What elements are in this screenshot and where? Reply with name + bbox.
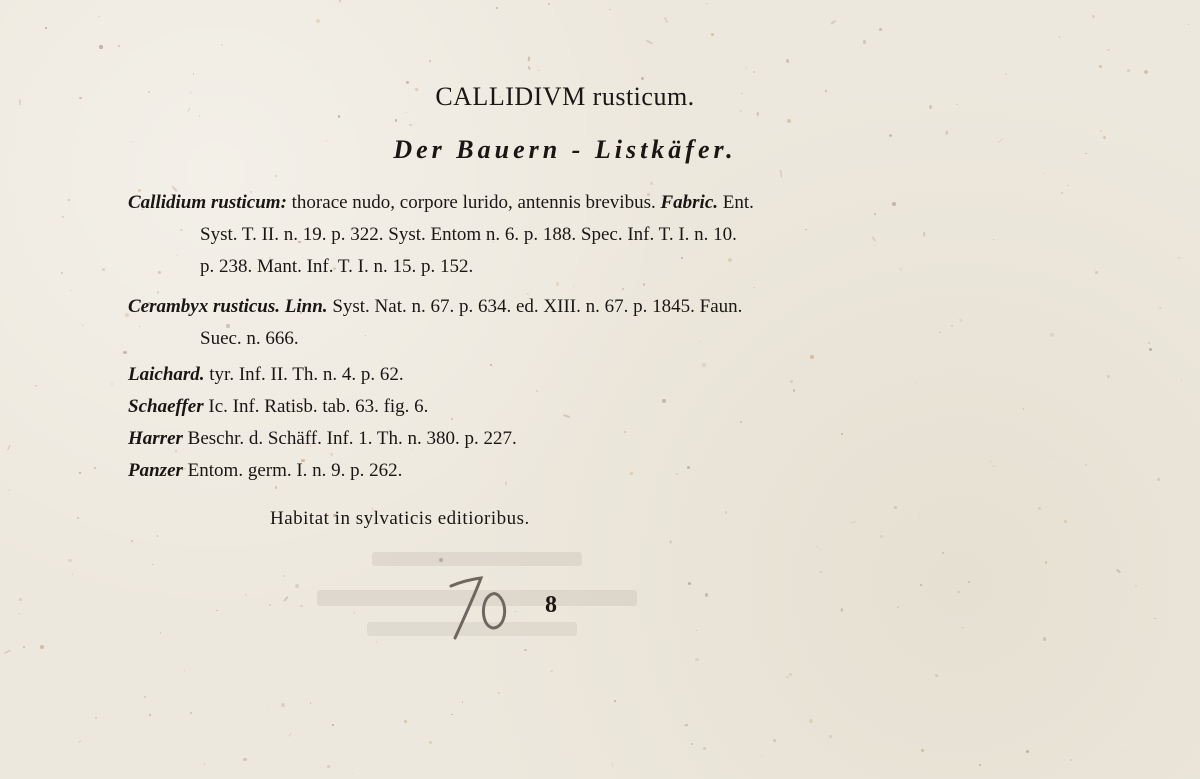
page-title: CALLIDIVM rusticum. <box>435 82 695 111</box>
taxon-name: Callidium rusticum: <box>128 192 287 213</box>
pencil-annotation <box>445 572 515 644</box>
paper-fleck <box>18 613 19 614</box>
entry-continuation: p. 238. Mant. Inf. T. I. n. 15. p. 152. <box>200 256 474 277</box>
paper-fleck <box>1107 375 1110 378</box>
paper-fleck <box>409 124 412 127</box>
paper-fleck <box>757 112 759 116</box>
paper-fleck <box>621 185 622 186</box>
paper-fleck <box>352 773 354 775</box>
paper-fleck <box>190 712 192 714</box>
paper-fleck <box>670 541 672 544</box>
paper-fleck <box>339 0 341 2</box>
paper-fleck <box>841 608 843 612</box>
paper-fleck <box>935 674 938 677</box>
paper-fleck <box>1099 65 1102 68</box>
paper-fleck <box>683 723 688 727</box>
paper-fleck <box>1149 348 1152 351</box>
paper-fleck <box>95 717 97 719</box>
paper-fleck <box>1085 464 1087 466</box>
paper-fleck <box>815 546 820 550</box>
paper-fleck <box>404 720 407 723</box>
paper-fleck <box>810 355 814 359</box>
paper-fleck <box>118 45 120 47</box>
paper-fleck <box>753 71 755 73</box>
paper-fleck <box>809 719 813 723</box>
paper-fleck <box>144 696 146 698</box>
paper-fleck <box>451 714 452 715</box>
paper-fleck <box>1050 456 1051 457</box>
paper-fleck <box>1154 618 1155 619</box>
paper-fleck <box>779 170 781 178</box>
paper-fleck <box>99 45 102 48</box>
paper-fleck <box>1095 271 1098 274</box>
paper-fleck <box>199 115 201 117</box>
paper-fleck <box>300 605 302 607</box>
paper-fleck <box>243 758 246 761</box>
paper-fleck <box>550 670 552 672</box>
paper-fleck <box>216 610 217 611</box>
paper-fleck <box>968 581 970 583</box>
paper-fleck <box>62 216 64 218</box>
paper-fleck <box>111 383 113 385</box>
paper-fleck <box>753 287 754 288</box>
paper-fleck <box>327 765 330 768</box>
paper-fleck <box>786 59 789 62</box>
paper-fleck <box>204 763 206 765</box>
paper-fleck <box>919 514 920 515</box>
paper-fleck <box>35 385 37 387</box>
paper-fleck <box>641 77 644 80</box>
paper-fleck <box>1067 185 1068 186</box>
paper-fleck <box>820 571 822 573</box>
paper-fleck <box>1005 73 1007 75</box>
paper-fleck <box>1064 520 1067 523</box>
author-name: Laichard. <box>128 364 205 385</box>
synonym-entry <box>128 455 1028 487</box>
paper-fleck <box>946 130 948 134</box>
paper-fleck <box>879 28 882 31</box>
paper-fleck <box>1157 478 1160 481</box>
paper-fleck <box>1050 333 1054 337</box>
paper-fleck <box>548 3 550 5</box>
paper-fleck <box>1148 342 1150 344</box>
paper-fleck <box>1026 750 1029 753</box>
paper-fleck <box>979 764 981 766</box>
paper-fleck <box>269 604 271 606</box>
paper-fleck <box>958 591 960 593</box>
author-name: Linn. <box>284 296 328 317</box>
paper-fleck <box>646 39 653 44</box>
paper-fleck <box>70 290 71 291</box>
paper-fleck <box>1116 569 1121 573</box>
paper-fleck <box>149 714 151 716</box>
paper-fleck <box>395 119 398 122</box>
paper-fleck <box>1107 49 1109 51</box>
paper-fleck <box>332 724 334 726</box>
paper-fleck <box>496 7 498 9</box>
paper-fleck <box>921 749 924 752</box>
paper-fleck <box>7 445 10 451</box>
paper-fleck <box>1061 192 1064 195</box>
paper-fleck <box>81 324 84 326</box>
paper-fleck <box>863 40 867 44</box>
paper-fleck <box>267 706 268 707</box>
synonym-entry <box>128 359 1028 391</box>
habitat-note: Habitat in sylvaticis editioribus. <box>270 508 530 529</box>
entry-continuation: Syst. T. II. n. 19. p. 322. Syst. Entom n. 6. p. 188. Spec. Inf. T. I. n. 10. <box>200 224 737 245</box>
paper-fleck <box>830 19 836 24</box>
paper-fleck <box>123 351 126 354</box>
taxon-name: Cerambyx rusticus. <box>128 296 281 317</box>
paper-fleck <box>664 16 668 22</box>
paper-fleck <box>1070 759 1072 761</box>
entry-text: Ic. Inf. Ratisb. tab. 63. fig. 6. <box>203 396 429 417</box>
paper-fleck <box>310 702 312 704</box>
paper-fleck <box>1043 637 1047 641</box>
paper-fleck <box>61 272 63 274</box>
synonym-entry <box>128 291 1028 355</box>
paper-fleck <box>316 19 320 23</box>
paper-fleck <box>19 598 22 601</box>
paper-fleck <box>183 669 185 672</box>
paper-fleck <box>962 627 964 629</box>
paper-fleck <box>705 593 709 597</box>
paper-fleck <box>1181 380 1182 381</box>
paper-fleck <box>1092 15 1095 18</box>
paper-fleck <box>773 739 776 742</box>
paper-fleck <box>829 735 832 738</box>
paper-fleck <box>695 658 699 662</box>
paper-fleck <box>79 472 81 474</box>
paper-fleck <box>711 33 714 36</box>
paper-fleck <box>283 575 285 577</box>
paper-fleck <box>45 27 47 29</box>
paper-fleck <box>650 182 653 185</box>
paper-fleck <box>786 676 790 679</box>
paper-fleck <box>152 564 153 565</box>
entry-text: Entom. germ. I. n. 9. p. 262. <box>182 460 403 481</box>
paper-fleck <box>849 520 856 524</box>
synonym-entry <box>128 423 1028 455</box>
paper-fleck <box>573 286 574 287</box>
paper-fleck <box>614 700 616 702</box>
author-name: Fabric. <box>660 192 718 213</box>
paper-fleck <box>1135 585 1137 587</box>
paper-fleck <box>221 44 224 47</box>
paper-fleck <box>1159 307 1162 310</box>
paper-fleck <box>643 283 645 285</box>
paper-fleck <box>157 535 158 536</box>
paper-fleck <box>68 559 71 562</box>
paper-fleck <box>527 57 530 63</box>
paper-fleck <box>1122 751 1123 752</box>
paper-fleck <box>406 112 407 113</box>
author-name: Schaeffer <box>128 396 204 417</box>
paper-fleck <box>498 692 501 694</box>
paper-fleck <box>131 540 133 542</box>
paper-fleck <box>880 535 883 538</box>
paper-fleck <box>688 582 691 585</box>
paper-fleck <box>40 645 44 649</box>
paper-fleck <box>789 673 792 676</box>
paper-fleck <box>942 552 944 554</box>
paper-fleck <box>295 584 299 588</box>
paper-fleck <box>611 762 613 768</box>
paper-fleck <box>354 612 356 614</box>
paper-fleck <box>77 517 79 519</box>
paper-fleck <box>1100 130 1102 132</box>
paper-fleck <box>23 646 25 648</box>
paper-fleck <box>160 632 161 633</box>
page-number: 8 <box>545 592 557 618</box>
paper-fleck <box>193 73 194 74</box>
paper-fleck <box>1059 36 1060 37</box>
paper-fleck <box>538 70 540 72</box>
entry-text: Ent. <box>718 192 754 213</box>
entry-continuation: Suec. n. 666. <box>200 328 299 349</box>
paper-fleck <box>746 67 747 68</box>
paper-fleck <box>920 584 922 586</box>
synonym-entry <box>128 187 1028 283</box>
paper-fleck <box>275 175 277 177</box>
entry-text: Syst. Nat. n. 67. p. 634. ed. XIII. n. 67. p. 1845. <box>327 296 695 317</box>
paper-fleck <box>1178 257 1180 259</box>
paper-fleck <box>691 743 693 745</box>
paper-fleck <box>1038 507 1041 510</box>
paper-fleck <box>281 703 285 707</box>
paper-fleck <box>609 9 610 10</box>
paper-fleck <box>429 60 431 62</box>
paper-fleck <box>4 650 11 654</box>
entry-text: tyr. Inf. II. Th. n. 4. p. 62. <box>204 364 404 385</box>
paper-fleck <box>288 732 292 737</box>
paper-fleck <box>9 489 11 491</box>
paper-fleck <box>1144 70 1148 74</box>
entry-text: Faun. <box>694 296 743 317</box>
paper-fleck <box>1045 561 1047 563</box>
paper-fleck <box>787 119 791 123</box>
paper-fleck <box>462 701 464 703</box>
paper-fleck <box>725 511 728 514</box>
paper-fleck <box>1188 24 1189 25</box>
paper-fleck <box>703 747 706 750</box>
paper-fleck <box>894 506 897 509</box>
paper-fleck <box>246 594 247 596</box>
page-subtitle: Der Bauern - Listkäfer. <box>393 135 737 164</box>
synonym-entry <box>128 391 1028 423</box>
paper-fleck <box>98 16 100 18</box>
author-name: Panzer <box>128 460 183 481</box>
paper-fleck <box>527 65 531 70</box>
paper-fleck <box>897 606 899 608</box>
paper-fleck <box>102 268 105 271</box>
paper-fleck <box>761 756 763 758</box>
paper-fleck <box>1044 173 1045 174</box>
paper-fleck <box>78 741 81 744</box>
entry-text: Beschr. d. Schäff. Inf. 1. Th. n. 380. p. 227. <box>182 428 517 449</box>
paper-fleck <box>429 741 432 744</box>
paper-fleck <box>696 630 697 631</box>
paper-fleck <box>94 467 97 470</box>
paper-fleck <box>1127 69 1130 72</box>
paper-fleck <box>68 199 70 201</box>
entry-text: thorace nudo, corpore lurido, antennis brevibus. <box>286 192 656 213</box>
paper-fleck <box>338 115 340 117</box>
author-name: Harrer <box>128 428 183 449</box>
paper-fleck <box>706 3 708 5</box>
paper-fleck <box>72 574 73 575</box>
paper-fleck <box>284 597 289 603</box>
